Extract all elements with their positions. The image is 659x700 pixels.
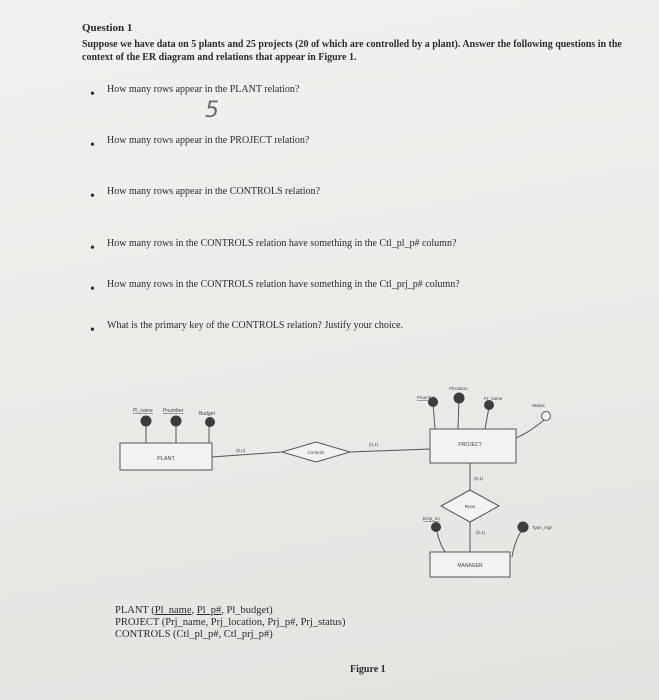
- project-entity-label: PROJECT: [458, 442, 482, 448]
- project-attr-line-status: [516, 420, 544, 438]
- question-item-4: How many rows in the CONTROLS relation have something in the Ctl_pl_p# column?: [107, 238, 457, 249]
- question-item-5: How many rows in the CONTROLS relation have something in the Ctl_prj_p# column?: [107, 279, 460, 290]
- controls-project-line: [350, 449, 430, 452]
- manager-attr-emp-dot: [431, 522, 441, 532]
- plant-controls-line: [212, 452, 282, 457]
- question-intro: Suppose we have data on 5 plants and 25 projects (20 of which are controlled by a plant). Answer the following questions in the context of the ER diagram and relations that appear in Figure 1.: [82, 39, 622, 63]
- plant-attr-number-dot: [171, 416, 182, 427]
- bullet-6: •: [90, 323, 95, 338]
- bullet-5: •: [90, 282, 95, 297]
- project-attr-status-label: Status: [532, 403, 545, 408]
- project-attr-location-dot: [454, 393, 465, 404]
- controls-label: Controls: [307, 450, 325, 455]
- handwritten-answer: 5: [205, 98, 219, 123]
- plant-attr-name-label: Pl_name: [133, 408, 153, 414]
- plant-attr-budget-label: Budget: [199, 411, 215, 417]
- project-attr-number-label: Pnumber: [417, 395, 436, 400]
- question-item-1: How many rows appear in the PLANT relation?: [107, 84, 300, 95]
- card-runs-manager: (0,1): [476, 530, 486, 535]
- project-attr-line-name: [485, 407, 489, 429]
- figure-label: Figure 1: [350, 664, 386, 675]
- project-attr-name-dot: [484, 400, 494, 410]
- relation-project: PROJECT (Prj_name, Prj_location, Prj_p#, Prj_status): [115, 617, 346, 628]
- relation-controls: CONTROLS (Ctl_pl_p#, Ctl_prj_p#): [115, 629, 273, 640]
- plant-attr-number-label: Pnumber: [163, 408, 184, 414]
- relations-block: [115, 605, 346, 641]
- question-item-2: How many rows appear in the PROJECT relation?: [107, 135, 310, 146]
- question-item-6: What is the primary key of the CONTROLS relation? Justify your choice.: [107, 320, 404, 331]
- plant-entity-label: PLANT: [157, 456, 175, 462]
- manager-attr-line-type: [512, 530, 522, 557]
- card-plant-controls: (0,n): [236, 448, 246, 453]
- manager-attr-type-label: Type_mgr: [532, 525, 553, 530]
- card-controls-project: (0,1): [369, 442, 379, 447]
- question-item-3: How many rows appear in the CONTROLS relation?: [107, 186, 321, 197]
- question-title: Question 1: [82, 22, 133, 34]
- relation-plant: PLANT (Pl_name, Pl_p#, Pl_budget): [115, 605, 273, 616]
- plant-attr-budget-dot: [205, 417, 215, 427]
- project-attr-status-dot: [542, 412, 551, 421]
- bullet-4: •: [90, 241, 95, 256]
- manager-entity-label: MANAGER: [457, 563, 483, 569]
- manager-attr-emp-label: Emp_no: [423, 516, 440, 521]
- project-attr-location-label: Plocation: [449, 386, 468, 391]
- manager-attr-type-dot: [518, 522, 529, 533]
- project-attr-name-label: Pr_name: [484, 396, 503, 401]
- plant-key-number: Pl_p#: [196, 605, 222, 616]
- bullet-3: •: [90, 189, 95, 204]
- plant-key-name: Pl_name: [154, 605, 192, 616]
- bullet-2: •: [90, 138, 95, 153]
- plant-attr-name-dot: [141, 416, 152, 427]
- project-attr-line-location: [458, 399, 459, 429]
- bullet-1: •: [90, 87, 95, 102]
- card-project-runs: (0,1): [474, 476, 484, 481]
- runs-label: Runs: [464, 504, 476, 509]
